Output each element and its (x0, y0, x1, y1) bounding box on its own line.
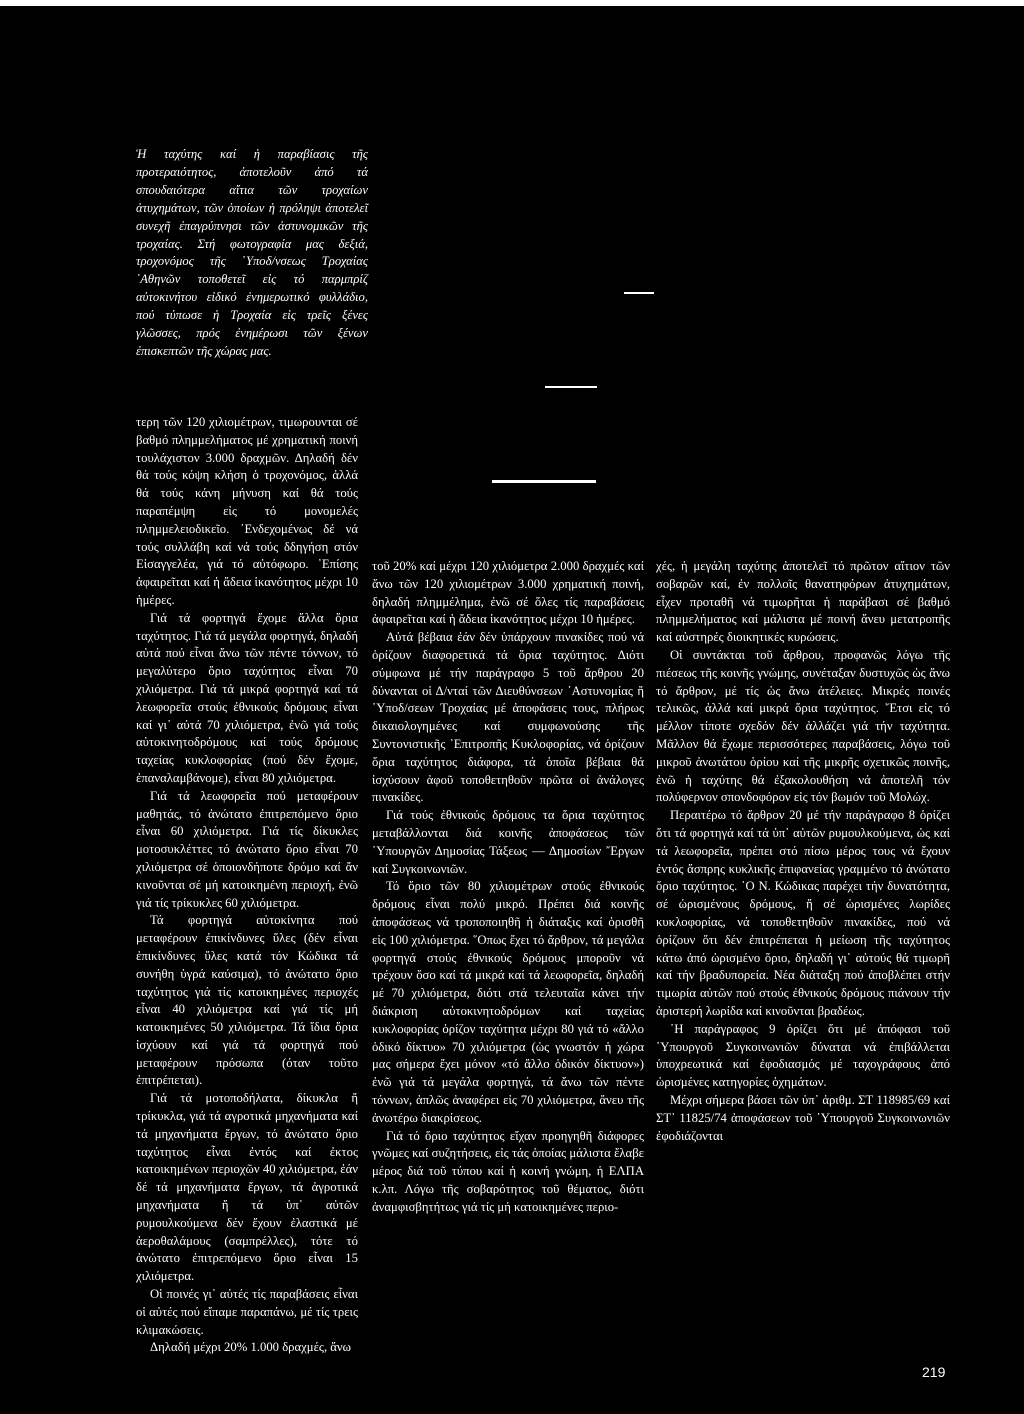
paragraph: Τό ὅριο τῶν 80 χιλιομέτρων στούς ἐθνικούς δρόμους εἶναι πολύ μικρό. Πρέπει διά κοινῆς ἀποφάσεως νά τροποποιηθῆ ἡ διάταξις καί ὁρισθῆ εἰς 100 χιλιόμετρα. ῞Οπως ἔχει τό ἄρθρον, τά μεγάλα φορτηγά στούς ἐθνικούς δρόμους μποροῦν νά τρέχουν ὅσο καί τά μικρά καί τά λεωφορεῖα, δηλαδή μέ 70 χιλιόμετρα, διότι στά τελευταῖα κάνει τήν διάκριση αὐτοκινητοδρόμων καί ταχείας κυκλοφορίας ὁρίζον ταχύτητα μέχρι 80 γιά τό «ἄλλο ὁδικό δίκτυο» 70 χιλιόμετρα (ὡς γνωστόν ἡ χώρα μας σήμερα ἔχει μόνον «τό ἄλλο ὁδικόν δίκτυον») ἐνῶ γιά τά μεγάλα φορτηγά, τά ἄνω τῶν πέντε τόννων, ἀπλῶς ἀναφέρει εἰς 70 χιλιόμετρα, ἄνευ τῆς ἀνωτέρω διακρίσεως. (372, 879, 644, 1125)
article-column-1 (136, 414, 358, 1357)
paragraph: Περαιτέρω τό ἄρθρον 20 μέ τήν παράγραφο 8 ὁρίζει ὅτι τά φορτηγά καί τά ὑπ᾿ αὐτῶν ρυμουλκούμενα, ὡς καί τά λεωφορεῖα, πρέπει στό πίσω μέρος τους νά ἔχουν ἐντός ἄσπρης κυκλικῆς ἐπιφανείας γραμμένο τό ἀνώτατο ὅριο ταχύτητος. ῾Ο Ν. Κώδικας παρέχει τήν δυνατότητα, σέ ὡρισμένους δρόμους, ἤ σέ ὡρισμένες λωρίδες κυκλοφορίας, νά τοποθετηθοῦν πινακίδες, πού νά ὁρίζουν ὅτι δέν ἐπιτρέπεται ἡ μείωση τῆς ταχύτητος κάτω ἀπό ὡρισμένο ὅριο, δηλαδή γι᾿ αὐτούς θά τιμωρῆ καί τήν βραδυπορεία. Νέα διάταξη πού ἀποβλέπει στήν τιμωρία αὐτῶν πού στούς ἐθνικούς δρόμους πιάνουν τήν ἀριστερή λωρίδα καί κινοῦνται βραδέως. (656, 808, 950, 1018)
paragraph: Γιά τό ὅριο ταχύτητος εἴχαν προηγηθῆ διάφορες γνῶμες καί συζητήσεις, εἰς τάς ὁποίας μάλιστα ἔλαβε μέρος διά τοῦ τύπου καί ἡ κοινή γνώμη, ἡ ΕΛΠΑ κ.λπ. Λόγω τῆς σοβαρότητος τοῦ θέματος, διότι ἀναμφισβητήτως γιά τίς μή κατοικημένες περιο- (372, 1128, 644, 1214)
photo-caption (136, 146, 368, 361)
paragraph: Δηλαδή μέχρι 20% 1.000 δραχμές, ἄνω (150, 1340, 352, 1355)
decorative-rule (545, 386, 597, 388)
decorative-rule (624, 292, 654, 294)
paragraph: χές, ἡ μεγάλη ταχύτης ἀποτελεῖ τό πρῶτον αἴτιον τῶν σοβαρῶν καί, ἐν πολλοῖς θανατηφόρων ἀτυχημάτων, εἶχεν προταθῆ νά τιμωρῆται ἡ παράβασι σέ βαθμό πλημμελήματος καί μάλιστα μέ ποινή ἄνευ μετατροπῆς καί αὐστηρές διοικητικές κυρώσεις. (656, 559, 950, 645)
paragraph: Οἱ ποινές γι᾿ αὐτές τίς παραβάσεις εἶναι οἱ αὐτές πού εἴπαμε παραπάνω, μέ τίς τρεις κλιμακώσεις. (136, 1287, 358, 1337)
top-rule (0, 0, 1024, 6)
paragraph: Γιά τά μοτοποδήλατα, δίκυκλα ἤ τρίκυκλα, γιά τά αγροτικά μηχανήματα καί τά μηχανήματα ἔργων, τό ἀνώτατο ὅριο ταχύτητος εἶναι ἐντός καί ἐκτος κατοικημένων περιοχῶν 40 χιλιόμετρα, ἐάν δέ τά μηχανήματα ἔργων, τά ἀγροτικά μηχανήματα ἤ τά ὑπ᾿ αὐτῶν ρυμουλκούμενα δέν ἔχουν ἐλαστικά μέ ἀεροθαλάμους (σαμπρέλλες), τότε τό ἀνώτατο ἐπιτρεπόμενο ὅριο εἶναι 15 χιλιόμετρα. (136, 1091, 358, 1284)
paragraph: Γιά τά λεωφορεῖα πού μεταφέρουν μαθητάς, τό ἀνώτατο ἐπιτρεπόμενο ὅριο εἶναι 60 χιλιόμετρα. Γιά τίς δίκυκλες μοτοσυκλέττες τό ἀνώτατο ὅριο εἶναι 70 χιλιόμετρα σέ ὁποιονδήποτε δρόμο καί ἄν κινοῦνται σέ μή κατοικημένη περιοχή, ἐνῶ γιά τίς τρίκυκλες 60 χιλιόμετρα. (136, 788, 358, 910)
decorative-rule (492, 480, 596, 483)
paragraph: Μέχρι σήμερα βάσει τῶν ὑπ᾿ ἀριθμ. ΣΤ 118985/69 καί ΣΤ᾿ 11825/74 ἀποφάσεων τοῦ ῾Υπουργοῦ Συγκοινωνιῶν ἐφοδιάζονται (656, 1092, 950, 1143)
article-column-3 (656, 558, 950, 1145)
paragraph: τερη τῶν 120 χιλιομέτρων, τιμωρουνται σέ βαθμό πλημμελήματος μέ χρηματική ποινή τουλάχιστον 3.000 δραχμῶν. Δηλαδή δέν θά τούς κόψη κλήση ὁ τροχονόμος, ἀλλά θά τούς κάνη μήνυση καί θά τούς παραπέμψη εἰς τό μονομελές πλημμελειοδικεῖο. ᾿Ενδεχομένως δέ νά τούς συλλάβη καί νά τούς δδηγήση στόν Εἰσαγγελέα, γιά τό αὐτόφωρο. ᾿Επίσης ἀφαιρεῖται καί ἡ ἄδεια ἱκανότητος μέχρι 10 ἡμέρες. (136, 415, 358, 607)
caption-text: Ἡ ταχύτης καί ἡ παραβίασις τῆς προτεραιότητος, ἀποτελοῦν ἀπό τά σπουδαιότερα αἴτια τῶν τροχαίων ἀτυχημάτων, τῶν ὁποίων ἡ πρόληψι ἀποτελεῖ συνεχῆ ἐπαγρύπνησι τῶν ἀστυνομικῶν τῆς τροχαίας. Στή φωτογραφία μας δεξιά, τροχονόμος τῆς ῾Υποδ/νσεως Τροχαίας ᾿Αθηνῶν τοποθετεῖ εἰς τό παρμπρίζ αὐτοκινήτου εἰδικό ἐνημερωτικό φυλλάδιο, πού τύπωσε ἡ Τροχαία εἰς τρεῖς ξένες γλῶσσες, πρός ἐνημέρωσι τῶν ξένων ἐπισκεπτῶν τῆς χώρας μας. (136, 147, 368, 358)
paragraph: Οἱ συντάκται τοῦ ἄρθρου, προφανῶς λόγω τῆς πιέσεως τῆς κοινῆς γνώμης, συνέταξαν δυστυχῶς ὡς ἄνω τό ἄρθρον, μέ τίς ὡς ἄνω ἀτέλειες. Μικρές ποινές τελικῶς, ἀλλά καί μικρά ὅρια ταχύτητος. ῎Ετσι εἰς τό μέλλον τίποτε σχεδόν δέν ἀλλάζει γιά τήν ταχύτητα. Μᾶλλον θά ἔχωμε περισσότερες παραβάσεις, λόγω τοῦ μικροῦ ἀνωτάτου ὁρίου καί τῆς μικρῆς σχετικῶς ποινῆς, ἐνῶ ἡ ταχύτης θά ἐξακολουθήση νά ἀποτελῆ τόν πολύφερνον σπονδοφόρον εἰς τόν βωμόν τοῦ Μολώχ. (656, 647, 950, 805)
paragraph: τοῦ 20% καί μέχρι 120 χιλιόμετρα 2.000 δραχμές καί ἄνω τῶν 120 χιλιομέτρων 3.000 χρηματική ποινή, δηλαδή πλημμέλημα, ἐνῶ σέ ὅλες τίς παραβάσεις ἀφαιρεῖται καί ἡ ἄδεια ἱκανότητος μέχρι 10 ἡμέρες. (372, 559, 644, 627)
paragraph: Αὐτά βέβαια ἐάν δέν ὑπάρχουν πινακίδες πού νά ὁρίζουν διαφορετικά τά ὅρια ταχύτητος. Διότι σύμφωνα μέ τήν παράγραφο 5 τοῦ ἄρθρου 20 δύνανται οἱ Δ/νταί τῶν Διευθύνσεων ᾿Αστυνομίας ἤ ῾Υποδ/σεων Τροχαίας μέ ἀποφάσεις τους, πλήρως δικαιολογημένες καί συμφωνούσης τῆς Συντονιστικῆς ᾿Επιτροπῆς Κυκλοφορίας, νά ὁρίζουν ὅρια ταχύτητος διάφορα, τά ὁποῖα βέβαια θά ἰσχύσουν ἀφοῦ τοποθετηθοῦν πρῶτα οἱ ἀνάλογες πινακίδες. (372, 630, 644, 805)
article-column-2 (372, 558, 644, 1216)
paragraph: ῾Η παράγραφος 9 ὁρίζει ὅτι μέ ἀπόφασι τοῦ ῾Υπουργοῦ Συγκοινωνιῶν δύναται νά ἐπιβάλλεται ὑποχρεωτικά καί ἐφοδιασμός μέ ταχογράφους ἀπό ὡρισμένες κατηγορίες ὀχημάτων. (656, 1021, 950, 1090)
paragraph: Γιά τά φορτηγά ἔχομε ἄλλα ὅρια ταχύτητος. Γιά τά μεγάλα φορτηγά, δηλαδή αὐτά πού εἶναι ἄνω τῶν πέντε τόννων, τό μεγαλύτερο ὅριο ταχύτητος εἶναι 70 χιλιόμετρα. Γιά τά μικρά φορτηγά καί τά λεωφορεῖα στούς ἐθνικούς δρόμους εἶναι καί γι᾿ αὐτά 70 χιλιόμετρα, ἐνῶ γιά τούς αὐτοκινητοδρόμους καί τούς δρόμους ταχείας κυκλοφορίας (πού δέν ἔχομε, ἐπαναλαμβάνομε), εἶναι 80 χιλιόμετρα. (136, 610, 358, 785)
paragraph: Γιά τούς ἐθνικούς δρόμους τα ὅρια ταχύτητος μεταβάλλονται διά κοινῆς ἀποφάσεως τῶν ῾Υπουργῶν Δημοσίας Τάξεως — Δημοσίων ῎Εργων καί Συγκοινωνιῶν. (372, 808, 644, 876)
paragraph: Τά φορτηγά αὐτοκίνητα πού μεταφέρουν ἐπικίνδυνες ὕλες (δέν εἶναι ἐπικίνδυνες ὕλες κατά τόν Κώδικα τά συνήθη ὑγρά καύσιμα), τό ἀνώτατο ὅριο ταχύτητος γιά τίς κατοικημένες περιοχές εἶναι 40 χιλιόμετρα καί γιά τίς μή κατοικημένες 50 χιλιόμετρα. Τά ἴδια ὅρια ἰσχύουν καί γιά τά φορτηγά πού μεταφέρουν πρόσωπα (όταν τοῦτο ἐπιτρέπεται). (136, 913, 358, 1088)
page-number: 219 (922, 1364, 946, 1380)
